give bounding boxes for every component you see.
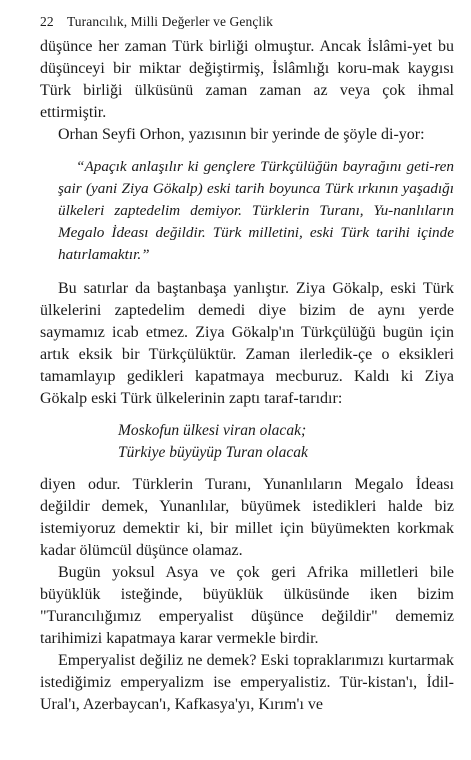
verse-line-1: Moskofun ülkesi viran olacak;: [118, 422, 307, 439]
paragraph-4: diyen odur. Türklerin Turanı, Yunanlıların Megalo İdeası değildir demek, Yunanlılar, büyümek istedikleri halde biz istemiyoruz demektir ki, bir millet için büyümekten korkmak kadar ölümcül düşünce olamaz.: [40, 476, 454, 559]
page-number: 22: [40, 14, 54, 29]
running-title: Turancılık, Milli Değerler ve Gençlik: [66, 14, 273, 29]
running-header: [40, 14, 441, 30]
paragraph-1: düşünce her zaman Türk birliği olmuştur. Ancak İslâmi-yet bu düşünceyi bir miktar değiştirmiş, İslâmlığı koru-mak kaygısı Türk birliği ülküsünü zaman zaman az veya çok ihmal ettirmiştir.: [40, 38, 454, 121]
block-quote: “Apaçık anlaşılır ki gençlere Türkçülüğün bayrağını geti-ren şair (yani Ziya Gökalp) eski tarih boyunca Türk ırkının yaşadığı ülkeleri zaptedelim demiyor. Türklerin Turanı, Yu-nanlıların Megalo İdeası değildir. Türk milletini, eski Türk tarihi içinde hatırlamaktır.”: [58, 158, 454, 263]
paragraph-3: Bu satırlar da baştanbaşa yanlıştır. Ziya Gökalp, eski Türk ülkelerini zaptedelim demedi diye bizim de aynı yerde saymamız icab etmez. Ziya Gökalp'ın Türkçülüğü bugün için artık eksik bir Türkçülüktür. Zaman ilerledik-çe o eksikleri tamamlayıp gedikleri kapatmaya mecburuz. Kaldı ki Ziya Gökalp eski Türk ülkelerinin zaptı taraf-tarıdır:: [40, 280, 454, 407]
page-body: [40, 36, 454, 716]
verse-quote: [40, 420, 454, 464]
paragraph-2: Orhan Seyfi Orhon, yazısının bir yerinde de şöyle di-yor:: [58, 126, 425, 143]
paragraph-5: Bugün yoksul Asya ve çok geri Afrika milletleri bile büyüklük isteğinde, büyüklük ülküsünde iken bizim "Turancılığımız emperyalist düşünce değildir" dememiz tarihimizi kapatmaya karar vermekle birdir.: [40, 564, 454, 647]
verse-line-2: Türkiye büyüyüp Turan olacak: [118, 444, 308, 461]
paragraph-6: Emperyalist değiliz ne demek? Eski topraklarımızı kurtarmak istediğimiz emperyalizm ise emperyalistiz. Tür-kistan'ı, İdil-Ural'ı, Azerbaycan'ı, Kafkasya'yı, Kırım'ı ve: [40, 652, 454, 713]
